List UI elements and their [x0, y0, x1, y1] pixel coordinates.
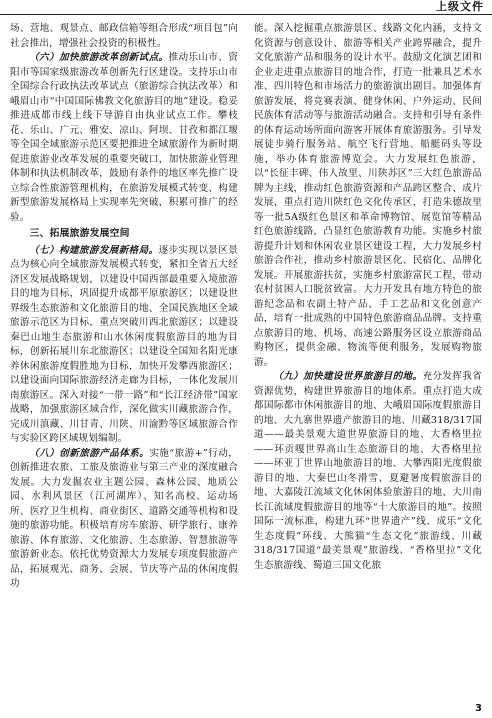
paragraph [254, 370, 482, 573]
left-text-column [10, 22, 238, 698]
section-heading: 三、拓展旅游发展空间 [29, 228, 130, 239]
paragraph-lead: （六）加快旅游改革创新试点。 [29, 52, 169, 63]
paragraph-lead: （九）加快建设世界旅游目的地。 [273, 371, 423, 382]
right-text-column [254, 22, 482, 698]
paragraph-body: 推动乐山市、资阳市等国家级旅游改革创新先行区建设。支持乐山市全国综合行政执法改革试点（旅游综合执法改革）和峨眉山市“中国国际佛教文化旅游目的地”建设。稳妥推进成都市线上线下导游自由执业试点工作。攀枝花、乐山、广元、雅安、凉山、阿坝、甘孜和都江堰等全国全域旅游示范区要把推进全域旅游作为新时期促进旅游业改革发展的重要突破口，加快旅游业管理体制和执法机制改革，鼓励有条件的地区率先推广设立综合性旅游管理机构，在旅游发展模式转变、构建新型旅游发展格局上实现率先突破，积累可推广的经验。 [10, 52, 238, 223]
page-number: 3 [475, 703, 482, 714]
paragraph-body: 场、营地、观景点、邮政信箱等组合形成“项目包”向社会推出，增强社会投资的积极性。 [10, 23, 238, 49]
paragraph-body: 实施“旅游+”行动，创新推进农旅、工旅及旅游业与第三产业的深度融合发展。大力发掘农业主题公园、森林公园、地质公园、水利风景区（江河湖库）、知名高校、运动场所、医疗卫生机构、商业街区、道路交通等机构和设施的旅游功能。积极培育房车旅游、研学旅行、康养旅游、体育旅游、文化旅游、生态旅游、智慧旅游等旅游新业态。依托优势资源大力发展专项度假旅游产品，拓展观光、商务、会展、节庆等产品的休闲度假功 [10, 447, 238, 589]
paragraph [10, 447, 238, 592]
paragraph-lead: （七）构建旅游发展新格局。 [29, 244, 159, 256]
paragraph-body: 逐步实现以景区景点为核心向全域旅游发展模式转变，紧扣全省五大经济区发展战略规划，以建设中国西部最重要入境旅游目的地为目标，巩固提升成都平原旅游区；以建设世界级生态旅游和文化旅游目的地、全国民族地区全域旅游示范区为目标，重点突破川西北旅游区；以建设秦巴山地生态旅游和山水休闲度假旅游目的地为目标，创新拓展川东北旅游区；以建设全国知名阳光康养休闲旅游度假胜地为目标，加快开发攀西旅游区；以建设面向国际旅游经济走廊为目标，一体化发展川南旅游区。深入对接“一带一路”和“长江经济带”国家战略，加强旅游区域合作，深化做实川藏旅游合作，完成川滇藏、川甘青、川陕、川渝黔等区域旅游合作与实验区跨区域规划编制。 [10, 244, 238, 444]
paragraph [10, 22, 238, 51]
paragraph [10, 244, 238, 447]
paragraph-body: 充分发挥我省资源优势，构建世界旅游目的地体系。重点打造大成都国际都市休闲旅游目的地、大峨眉国际度假旅游目的地、大九寨世界遗产旅游目的地、川藏318/317国道——最美景观大道世界旅游目的地、大香格里拉——环贡嘎世界高山生态旅游目的地、大香格里拉——环亚丁世界山地旅游目的地、大攀西阳光度假旅游目的地、大秦巴山冬滑雪、夏避暑度假旅游目的地、大嘉陵江流域文化休闲体验旅游目的地、大川南长江流域度假旅游目的地等“十大旅游目的地”。按照国际一流标准，构建九环“世界遗产”线、成乐“文化生态度假”环线、大熊猫“生态文化”旅游线、川藏318/317国道“最美景观”旅游线、“香格里拉”文化生态旅游线、蜀道三国文化旅 [254, 371, 482, 571]
paragraph [10, 51, 238, 225]
paragraph-lead: （八）创新旅游产品体系。 [29, 447, 150, 459]
header-title: 上级文件 [436, 0, 484, 13]
paragraph-body: 能。深入挖掘重点旅游景区、线路文化内涵，支持文化资源与创意设计、旅游等相关产业跨界融合，提升文化旅游产品和服务的设计水平。鼓励文化演艺团和企业走进重点旅游目的地合作，打造一批兼具艺术水准、四川特色和市场活力的旅游演出剧目。加强体育旅游发展，将竞赛表演、健身休闲、户外运动、民间民族体育活动等与旅游活动融合。支持和引导有条件的体育运动场所面向游客开展体育旅游服务。引导发展徒步骑行服务站、航空飞行营地、船艇码头等设施，举办体育旅游博览会。大力发展红色旅游，以“长征丰碑、伟人故里、川陕苏区”三大红色旅游品牌为主线，推动红色旅游资源和产品跨区整合、成片发展，重点打造川陕红色文化传承区，打造朱德故里等一批5A级红色景区和革命博物馆、展览馆等精品红色旅游线路，凸显红色旅游教育功能。实施乡村旅游提升计划和休闲农业景区建设工程，大力发展乡村旅游合作社，推动乡村旅游景区化、民宿化、品牌化发展。开展旅游扶贫，实施乡村旅游富民工程，带动农村贫困人口脱贫致富。大力开发具有地方特色的旅游纪念品和农副土特产品、手工艺品和文化创意产品，培育一批成熟的中国特色旅游商品品牌。支持重点旅游目的地、机场、高速公路服务区设立旅游商品购物区，提供金融、物流等便利服务，发展购物旅游。 [254, 23, 482, 368]
page-header [0, 0, 492, 15]
paragraph [254, 22, 482, 370]
